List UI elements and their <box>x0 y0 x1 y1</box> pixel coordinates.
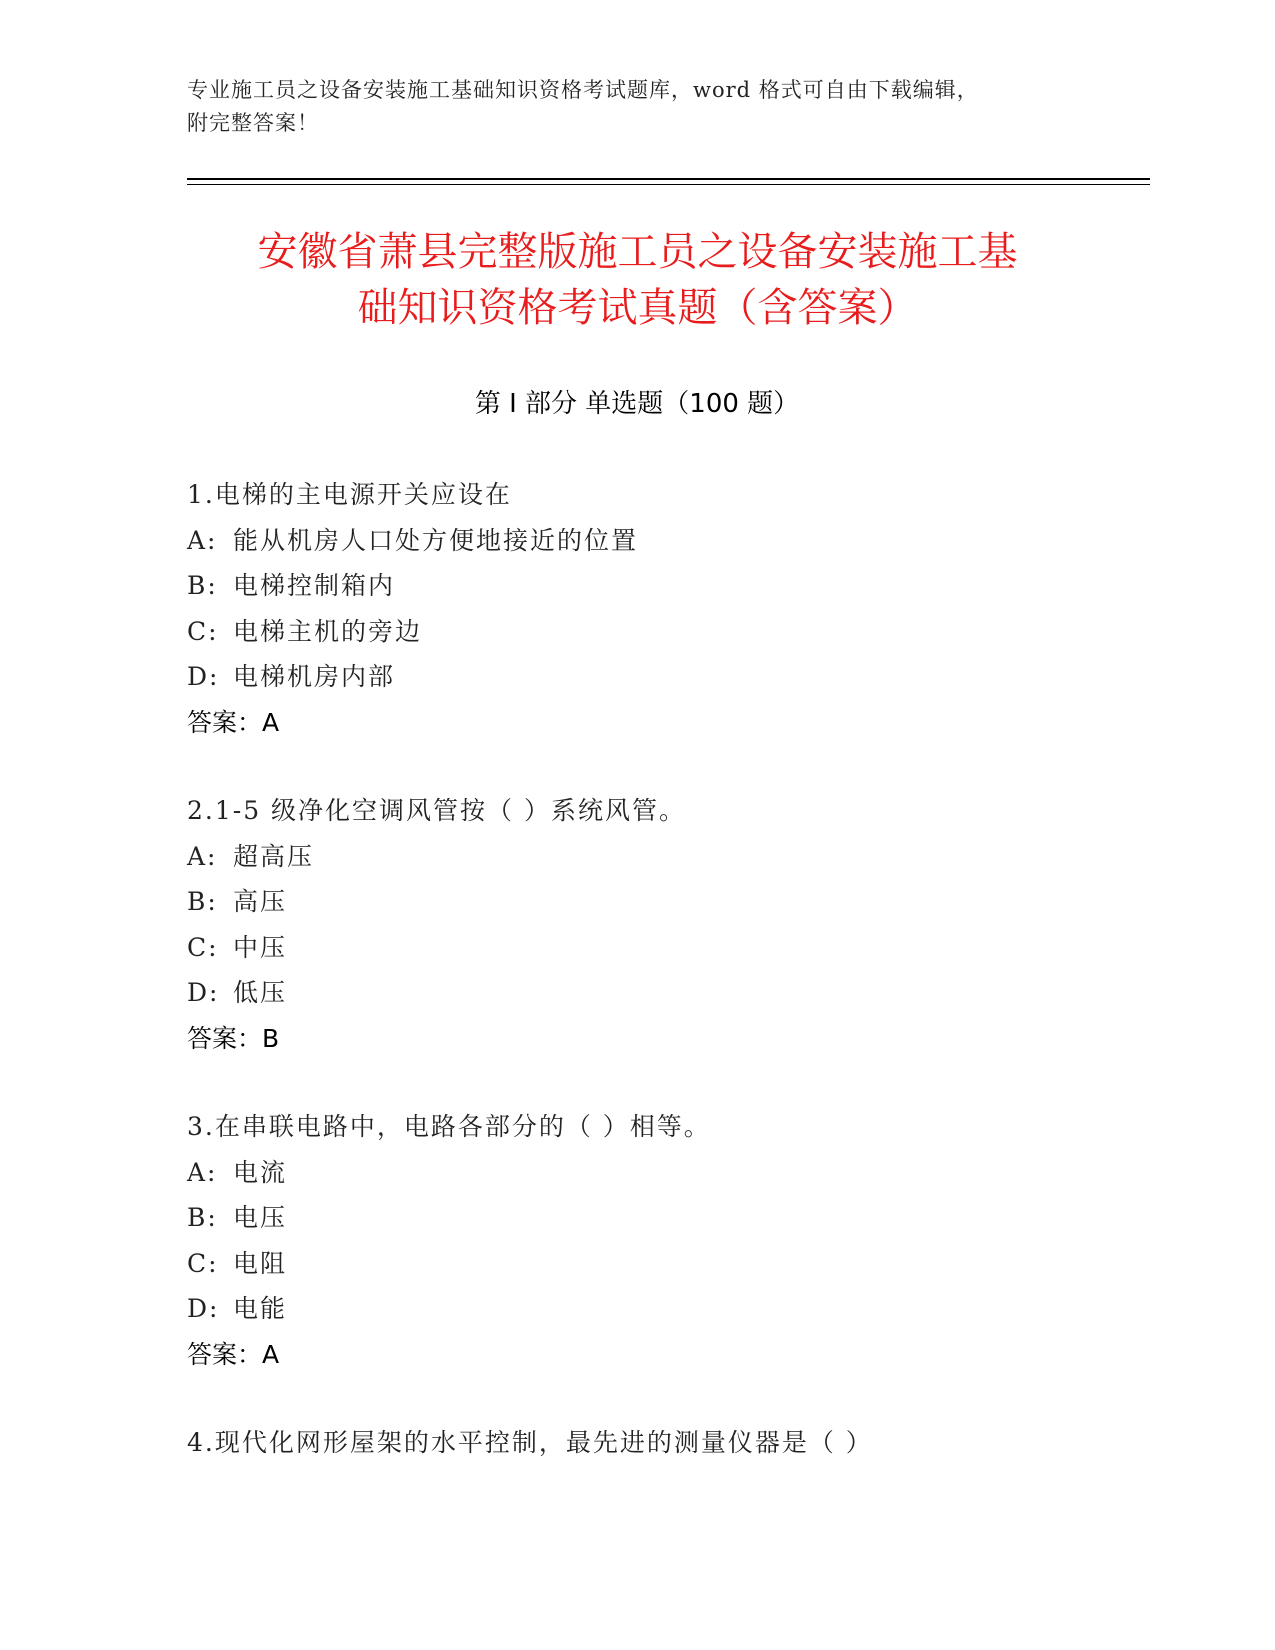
option-letter: C: <box>187 932 219 962</box>
option-a <box>187 834 1147 880</box>
header-rule-thin <box>187 184 1150 185</box>
option-a <box>187 1150 1147 1196</box>
answer-line: 答案：A <box>187 707 280 737</box>
question-list <box>187 472 1147 1509</box>
option-text: 低压 <box>233 978 288 1007</box>
option-letter: A: <box>187 525 218 555</box>
option-c <box>187 1241 1147 1287</box>
option-text: 中压 <box>233 932 288 962</box>
document-title-line-1: 安徽省萧县完整版施工员之设备安装施工基 <box>257 229 1018 275</box>
question-stem: 2.1-5 级净化空调风管按（ ）系统风管。 <box>187 796 687 825</box>
option-c <box>187 609 1147 655</box>
option-letter: B: <box>187 887 218 916</box>
option-letter: D: <box>187 1294 220 1323</box>
question-stem: 4.现代化网形屋架的水平控制，最先进的测量仪器是（ ） <box>187 1428 873 1457</box>
option-b <box>187 879 1147 925</box>
option-text: 电梯控制箱内 <box>233 571 396 600</box>
option-letter: C: <box>187 1248 219 1278</box>
option-text: 电流 <box>233 1157 288 1187</box>
option-letter: A: <box>187 1157 218 1187</box>
option-c <box>187 925 1147 971</box>
option-text: 超高压 <box>233 841 315 871</box>
document-title-line-2: 础知识资格考试真题（含答案） <box>357 285 918 331</box>
option-letter: A: <box>187 841 218 871</box>
option-letter: B: <box>187 1203 218 1232</box>
header-note <box>187 74 1067 140</box>
option-letter: D: <box>187 662 220 691</box>
option-text: 电阻 <box>233 1248 288 1278</box>
question-1 <box>187 472 1147 745</box>
option-text: 电压 <box>233 1203 288 1232</box>
answer-line: 答案：B <box>187 1023 280 1053</box>
document-title <box>150 224 1125 336</box>
option-d <box>187 1286 1147 1332</box>
option-text: 能从机房人口处方便地接近的位置 <box>233 525 639 555</box>
question-2 <box>187 788 1147 1061</box>
header-note-line-1: 专业施工员之设备安装施工基础知识资格考试题库，word 格式可自由下载编辑， <box>187 78 979 102</box>
option-d <box>187 654 1147 700</box>
option-letter: C: <box>187 616 219 646</box>
section-heading: 第 I 部分 单选题（100 题） <box>474 389 800 419</box>
question-4 <box>187 1420 1147 1466</box>
option-b <box>187 1195 1147 1241</box>
option-a <box>187 518 1147 564</box>
option-text: 电梯机房内部 <box>233 662 396 691</box>
option-text: 电能 <box>233 1294 288 1323</box>
option-letter: B: <box>187 571 218 600</box>
question-stem: 1.电梯的主电源开关应设在 <box>187 480 512 509</box>
header-rule-thick <box>187 178 1150 180</box>
option-b <box>187 563 1147 609</box>
question-stem: 3.在串联电路中，电路各部分的（ ）相等。 <box>187 1112 711 1141</box>
question-3 <box>187 1104 1147 1377</box>
option-text: 电梯主机的旁边 <box>233 616 423 646</box>
option-text: 高压 <box>233 887 288 916</box>
option-letter: D: <box>187 978 220 1007</box>
header-note-line-2: 附完整答案！ <box>187 111 319 135</box>
answer-line: 答案：A <box>187 1339 280 1369</box>
option-d <box>187 970 1147 1016</box>
